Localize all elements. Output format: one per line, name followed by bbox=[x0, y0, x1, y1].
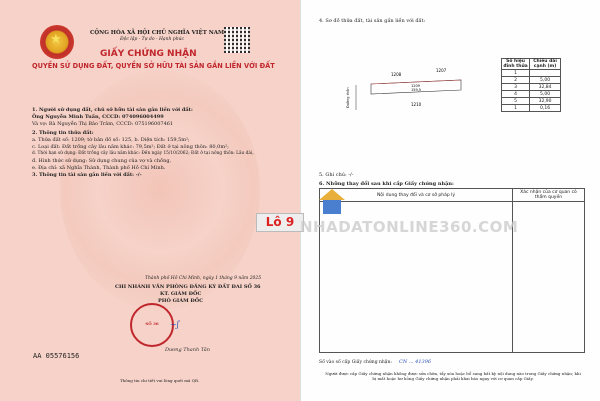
cert-number-value: CN ... 41396 bbox=[399, 359, 432, 365]
official-stamp bbox=[130, 303, 174, 347]
changes-body-confirmation bbox=[513, 202, 585, 353]
serial-number: AA 05576156 bbox=[33, 352, 80, 360]
section-3-title: 3. Thông tin tài sản gắn liền với đất: -/- bbox=[32, 172, 142, 178]
owner-line: Ông Nguyễn Minh Tuấn, CCCD: 074096004499 bbox=[32, 114, 164, 120]
map-label-1209: 1209 bbox=[411, 84, 420, 88]
qr-code[interactable] bbox=[224, 27, 250, 53]
signer-name: Dương Thanh Tân bbox=[165, 347, 210, 353]
lot-label: Lô 9 bbox=[256, 213, 304, 232]
certificate-back-page bbox=[300, 0, 600, 401]
map-label-1210: 1210 bbox=[411, 102, 422, 107]
map-label-road: Đường thôn bbox=[346, 87, 350, 108]
house-logo-body-icon bbox=[323, 200, 341, 214]
warning-note: Người được cấp Giấy chứng nhận không được sửa chữa, tẩy xóa hoặc bổ sung bất kỳ nội dung nào trong Giấy chứng nhận; khi bị mất hoặc hư hỏng Giấy chứng nhận phải khai báo ngay với cơ quan cấp Giấy. bbox=[325, 371, 581, 381]
deputy-director: PHÓ GIÁM ĐỐC bbox=[158, 298, 204, 304]
edge-cell: 5,00 bbox=[530, 77, 561, 84]
qr-footer-note: Thông tin chi tiết vui lòng quét mã QR. bbox=[120, 378, 200, 383]
map-label-1207: 1207 bbox=[436, 68, 447, 73]
header-republic: CỘNG HÒA XÃ HỘI CHỦ NGHĨA VIỆT NAM bbox=[90, 30, 225, 36]
edge-cell: 0,16 bbox=[530, 105, 561, 112]
edge-cell: 1 bbox=[502, 105, 530, 112]
edge-cell: 3 bbox=[502, 84, 530, 91]
section-2-title: 2. Thông tin thửa đất: bbox=[32, 130, 94, 136]
edge-cell: 4 bbox=[502, 91, 530, 98]
parcel-map bbox=[341, 40, 481, 120]
place-date: Thành phố Hồ Chí Minh, ngày 1 tháng 9 năm 2025 bbox=[145, 276, 262, 281]
issuing-office: CHI NHÁNH VĂN PHÒNG ĐĂNG KÝ ĐẤT ĐAI SỐ 36 bbox=[115, 284, 261, 290]
edge-cell: 1 bbox=[502, 70, 530, 77]
map-label-1208: 1208 bbox=[391, 72, 402, 77]
guilloche-pattern bbox=[60, 70, 260, 310]
section-4-title: 4. Sơ đồ thửa đất, tài sản gắn liền với đất: bbox=[319, 18, 426, 24]
certificate-subtitle: QUYỀN SỬ DỤNG ĐẤT, QUYỀN SỞ HỮU TÀI SẢN GẮN LIỀN VỚI ĐẤT bbox=[32, 62, 275, 70]
edge-cell: 32,84 bbox=[530, 84, 561, 91]
parcel-address: e. Địa chỉ: xã Nghĩa Thành, Thành phố Hồ Chí Minh. bbox=[32, 165, 166, 171]
edge-table-header: Chiều dài cạnh (m) bbox=[530, 59, 561, 70]
house-logo-icon bbox=[319, 189, 345, 200]
map-label-area: 159,5 bbox=[411, 88, 422, 92]
certificate-title: GIẤY CHỨNG NHẬN bbox=[100, 49, 197, 59]
section-1-title: 1. Người sử dụng đất, chủ sở hữu tài sản gắn liền với đất: bbox=[32, 107, 193, 113]
header-motto: Độc lập - Tự do - Hạnh phúc bbox=[120, 37, 185, 42]
usage-term: d. Thời hạn sử dụng: Đất trồng cây lâu năm khác: Đến ngày 15/10/2062; Đất ở tại nông thôn: Lâu dài, bbox=[32, 151, 254, 156]
edge-length-table bbox=[501, 58, 561, 112]
spouse-line: Và vợ: Bà Nguyễn Thị Bảo Trâm, CCCD: 075196007461 bbox=[32, 121, 174, 127]
edge-cell: 5,00 bbox=[530, 91, 561, 98]
national-emblem-icon: ★ bbox=[40, 25, 74, 59]
edge-cell: 2 bbox=[502, 77, 530, 84]
kt-label: KT. GIÁM ĐỐC bbox=[160, 291, 202, 297]
edge-cell bbox=[530, 70, 561, 77]
edge-table-header: Số hiệu đỉnh thửa bbox=[503, 59, 528, 69]
edge-cell: 32,90 bbox=[530, 98, 561, 105]
changes-col-content: Nội dung thay đổi và cơ sở pháp lý bbox=[320, 189, 513, 202]
stamp-text: SỐ 36 bbox=[145, 321, 159, 326]
site-watermark: NHADATONLINE360.COM bbox=[300, 218, 519, 236]
edge-cell: 5 bbox=[502, 98, 530, 105]
section-6-title: 6. Những thay đổi sau khi cấp Giấy chứng nhận: bbox=[319, 181, 454, 187]
cert-number-label: Số vào số cấp Giấy chứng nhận: bbox=[319, 360, 392, 365]
parcel-number: a. Thửa đất số: 1209; tờ bản đồ số: 125, b. Diện tích: 159,5m²; bbox=[32, 137, 190, 143]
land-type: c. Loại đất: Đất trồng cây lâu năm khác: 79,5m²; Đất ở tại nông thôn: 80,0m²; bbox=[32, 144, 229, 150]
usage-form: đ. Hình thức sử dụng: Sử dụng chung của vợ và chồng, bbox=[32, 158, 172, 164]
signature: ~ʃ bbox=[170, 320, 179, 329]
changes-table bbox=[319, 188, 585, 353]
changes-col-confirmation: Xác nhận của cơ quan có thẩm quyền bbox=[513, 189, 585, 202]
section-5-note: 5. Ghi chú: -/- bbox=[319, 172, 354, 178]
